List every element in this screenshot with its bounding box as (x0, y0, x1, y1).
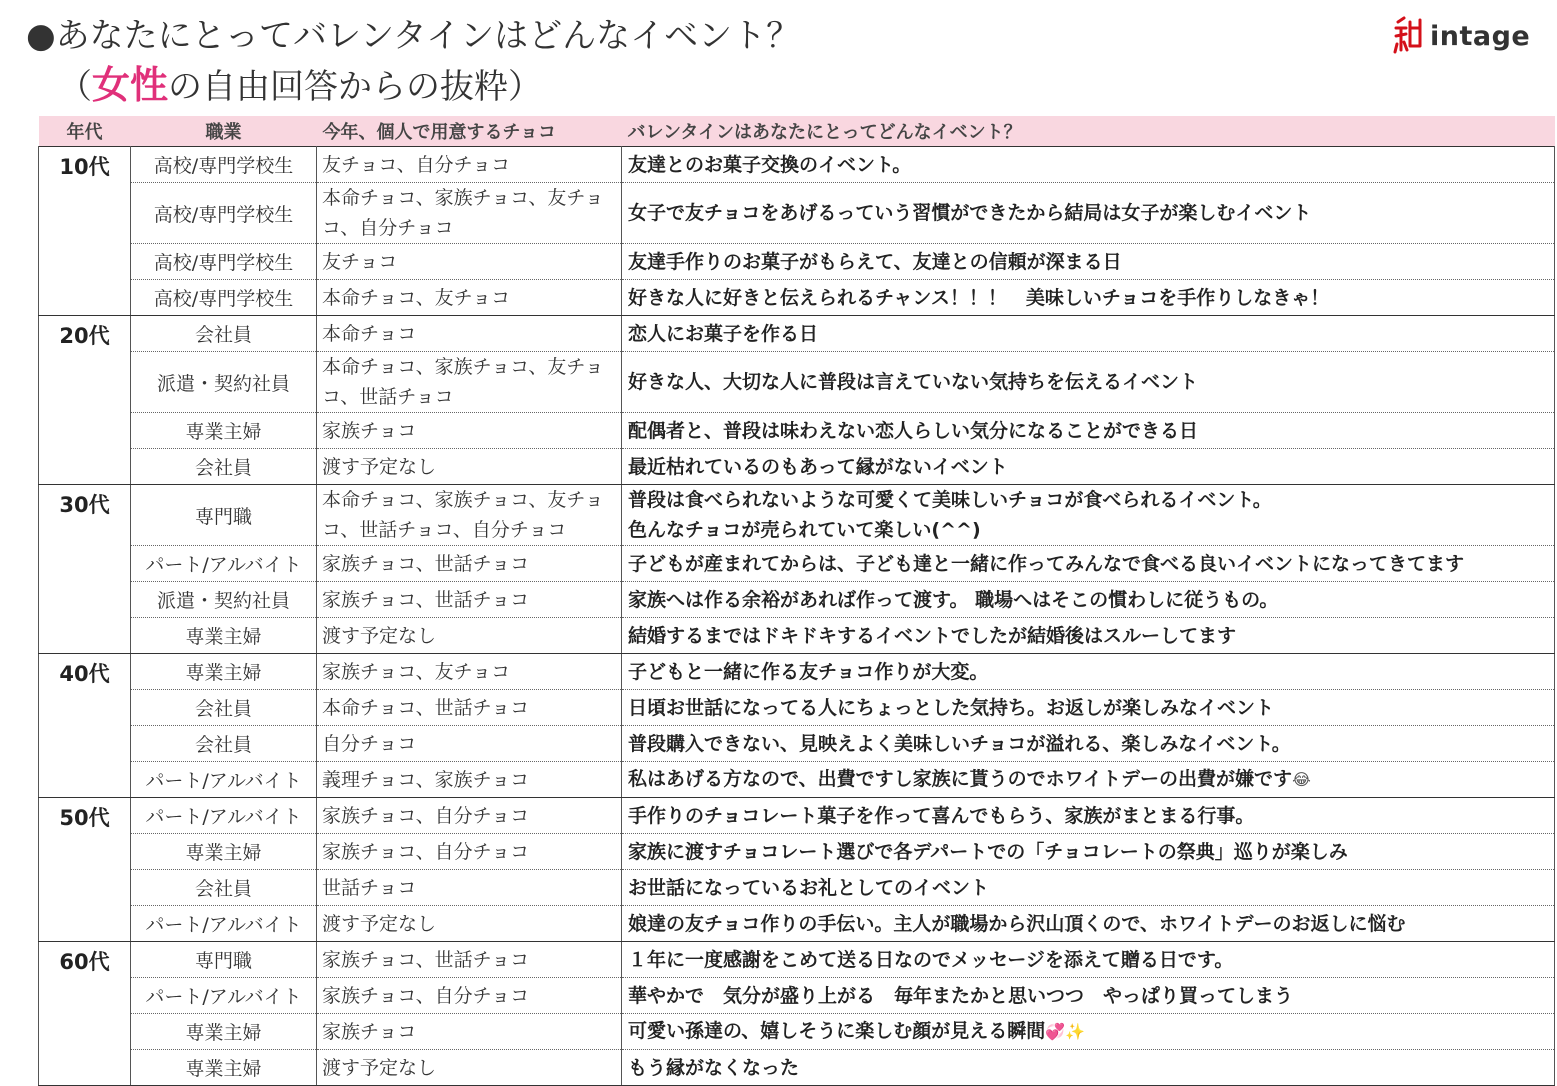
job-cell: 専業主婦 (131, 654, 317, 690)
table-row (39, 870, 1555, 906)
choco-cell: 家族チョコ (317, 1014, 622, 1050)
answer-text: 好きな人に好きと伝えられるチャンス！！！ 美味しいチョコを手作りしなきゃ！ (628, 286, 1330, 309)
answer-cell (622, 690, 1555, 726)
job-cell: 会社員 (131, 726, 317, 762)
choco-cell: 本命チョコ、友チョコ (317, 280, 622, 316)
answer-cell (622, 147, 1555, 183)
age-group-cell: 50代 (39, 798, 131, 942)
intage-logo (1392, 14, 1530, 58)
table-row (39, 726, 1555, 762)
age-group-cell: 20代 (39, 316, 131, 485)
answer-text: 結婚するまではドキドキするイベントでしたが結婚後はスルーしてます (628, 624, 1237, 647)
answer-text: 手作りのチョコレート菓子を作って喜んでもらう、家族がまとまる行事。 (628, 804, 1255, 827)
answer-text: 普段購入できない、見映えよく美味しいチョコが溢れる、楽しみなイベント。 (628, 732, 1291, 755)
choco-cell: 家族チョコ、世話チョコ (317, 546, 622, 582)
answer-cell (622, 834, 1555, 870)
choco-cell: 義理チョコ、家族チョコ (317, 762, 622, 798)
table-header-row (39, 116, 1555, 147)
answer-cell (622, 870, 1555, 906)
job-cell: パート/アルバイト (131, 906, 317, 942)
choco-cell: 渡す予定なし (317, 449, 622, 485)
answer-text: 子どもと一緒に作る友チョコ作りが大変。 (628, 660, 989, 683)
subtitle-open: （ (58, 67, 92, 107)
job-cell: 高校/専門学校生 (131, 147, 317, 183)
job-cell: 専業主婦 (131, 1050, 317, 1086)
job-cell: 会社員 (131, 449, 317, 485)
job-cell: 会社員 (131, 870, 317, 906)
answer-text: 恋人にお菓子を作る日 (628, 322, 819, 345)
intage-logo-icon (1392, 16, 1424, 56)
answer-text: 普段は食べられないような可愛くて美味しいチョコが食べられるイベント。 (628, 489, 1272, 511)
answer-cell (622, 798, 1555, 834)
emoji-icon: 💞✨ (1045, 1022, 1086, 1041)
job-cell: 専業主婦 (131, 413, 317, 449)
choco-cell: 本命チョコ、家族チョコ、友チョコ、世話チョコ (317, 352, 622, 413)
subtitle-highlight: 女性 (92, 63, 169, 107)
table-row (39, 618, 1555, 654)
job-cell: 専業主婦 (131, 834, 317, 870)
choco-cell: 本命チョコ、世話チョコ (317, 690, 622, 726)
answer-text: 好きな人、大切な人に普段は言えていない気持ちを伝えるイベント (628, 371, 1199, 393)
answer-text: 家族に渡すチョコレート選びで各デパートでの「チョコレートの祭典」巡りが楽しみ (628, 840, 1348, 863)
answer-text: 友達とのお菓子交換のイベント。 (628, 153, 912, 176)
choco-cell: 友チョコ、自分チョコ (317, 147, 622, 183)
choco-cell: 自分チョコ (317, 726, 622, 762)
table-row (39, 654, 1555, 690)
answer-cell (622, 280, 1555, 316)
responses-table (38, 116, 1555, 1086)
header-age: 年代 (39, 116, 131, 147)
job-cell: 高校/専門学校生 (131, 244, 317, 280)
job-cell: 専門職 (131, 485, 317, 546)
answer-cell (622, 183, 1555, 244)
table-row (39, 1014, 1555, 1050)
job-cell: 派遣・契約社員 (131, 352, 317, 413)
table-row (39, 762, 1555, 798)
job-cell: 専業主婦 (131, 618, 317, 654)
job-cell: 専門職 (131, 942, 317, 978)
age-group-cell: 40代 (39, 654, 131, 798)
answer-text: 女子で友チョコをあげるっていう習慣ができたから結局は女子が楽しむイベント (628, 202, 1312, 224)
table-row (39, 906, 1555, 942)
answer-cell (622, 316, 1555, 352)
job-cell: 専業主婦 (131, 1014, 317, 1050)
table-row (39, 978, 1555, 1014)
answer-text: 友達手作りのお菓子がもらえて、友達との信頼が深まる日 (628, 250, 1122, 273)
emoji-icon: 😂 (1292, 770, 1311, 789)
table-row (39, 244, 1555, 280)
answer-text: 華やかで 気分が盛り上がる 毎年またかと思いつつ やっぱり買ってしまう (628, 984, 1294, 1007)
table-row (39, 834, 1555, 870)
age-group-cell: 10代 (39, 147, 131, 316)
table-row (39, 413, 1555, 449)
table-row (39, 449, 1555, 485)
answer-cell (622, 618, 1555, 654)
choco-cell: 渡す予定なし (317, 906, 622, 942)
header-choco: 今年、個人で用意するチョコ (317, 116, 622, 147)
choco-cell: 本命チョコ (317, 316, 622, 352)
answer-text: 配偶者と、普段は味わえない恋人らしい気分になることができる日 (628, 419, 1199, 442)
choco-cell: 本命チョコ、家族チョコ、友チョコ、自分チョコ (317, 183, 622, 244)
job-cell: パート/アルバイト (131, 978, 317, 1014)
choco-cell: 本命チョコ、家族チョコ、友チョコ、世話チョコ、自分チョコ (317, 485, 622, 546)
answer-text: １年に一度感謝をこめて送る日なのでメッセージを添えて贈る日です。 (628, 948, 1234, 971)
answer-cell (622, 906, 1555, 942)
job-cell: パート/アルバイト (131, 798, 317, 834)
age-group-cell: 60代 (39, 942, 131, 1086)
answer-cell (622, 1014, 1555, 1050)
job-cell: 会社員 (131, 316, 317, 352)
choco-cell: 家族チョコ、世話チョコ (317, 582, 622, 618)
table-row (39, 582, 1555, 618)
choco-cell: 家族チョコ、自分チョコ (317, 798, 622, 834)
table-row (39, 183, 1555, 244)
job-cell: パート/アルバイト (131, 546, 317, 582)
answer-text: もう縁がなくなった (628, 1056, 800, 1079)
table-row (39, 942, 1555, 978)
job-cell: 派遣・契約社員 (131, 582, 317, 618)
answer-text: 私はあげる方なので、出費ですし家族に貰うのでホワイトデーの出費が嫌です (628, 768, 1293, 790)
answer-text: お世話になっているお礼としてのイベント (628, 876, 990, 899)
intage-logo-text: intage (1430, 20, 1531, 52)
answer-text: 日頃お世話になってる人にちょっとした気持ち。お返しが楽しみなイベント (628, 696, 1275, 719)
choco-cell: 家族チョコ (317, 413, 622, 449)
answer-cell (622, 942, 1555, 978)
age-group-cell: 30代 (39, 485, 131, 654)
choco-cell: 家族チョコ、友チョコ (317, 654, 622, 690)
header-event: バレンタインはあなたにとってどんなイベント？ (622, 116, 1555, 147)
answer-cell (622, 485, 1555, 546)
choco-cell: 世話チョコ (317, 870, 622, 906)
choco-cell: 友チョコ (317, 244, 622, 280)
header-job: 職業 (131, 116, 317, 147)
answer-cell (622, 582, 1555, 618)
table-row (39, 546, 1555, 582)
answer-text: 家族へは作る余裕があれば作って渡す。 職場へはそこの慣わしに従うもの。 (628, 588, 1279, 611)
subtitle-rest: の自由回答からの抜粋） (168, 67, 543, 107)
answer-cell (622, 546, 1555, 582)
table-row (39, 690, 1555, 726)
job-cell: 高校/専門学校生 (131, 280, 317, 316)
table-row (39, 352, 1555, 413)
job-cell: パート/アルバイト (131, 762, 317, 798)
page-title: ●あなたにとってバレンタインはどんなイベント？ (26, 16, 801, 56)
table-row (39, 147, 1555, 183)
choco-cell: 渡す予定なし (317, 1050, 622, 1086)
answer-cell (622, 1050, 1555, 1086)
answer-cell (622, 654, 1555, 690)
answer-cell (622, 413, 1555, 449)
answer-text: 最近枯れているのもあって縁がないイベント (628, 455, 1008, 478)
answer-cell (622, 726, 1555, 762)
table-row (39, 485, 1555, 546)
choco-cell: 家族チョコ、自分チョコ (317, 834, 622, 870)
choco-cell: 家族チョコ、自分チョコ (317, 978, 622, 1014)
answer-text: 可愛い孫達の、嬉しそうに楽しむ顔が見える瞬間 (628, 1020, 1046, 1042)
answer-cell (622, 762, 1555, 798)
table-row (39, 1050, 1555, 1086)
choco-cell: 家族チョコ、世話チョコ (317, 942, 622, 978)
table-row (39, 280, 1555, 316)
choco-cell: 渡す予定なし (317, 618, 622, 654)
job-cell: 会社員 (131, 690, 317, 726)
answer-cell (622, 352, 1555, 413)
answer-cell (622, 449, 1555, 485)
answer-cell (622, 978, 1555, 1014)
answer-text-line2: 色んなチョコが売られていて楽しい(^^) (628, 519, 981, 541)
page-subtitle (58, 62, 542, 110)
answer-cell (622, 244, 1555, 280)
answer-text: 子どもが産まれてからは、子ども達と一緒に作ってみんなで食べる良いイベントになってきてます (628, 552, 1465, 575)
answer-text: 娘達の友チョコ作りの手伝い。主人が職場から沢山頂くので、ホワイトデーのお返しに悩む (628, 912, 1406, 935)
table-row (39, 316, 1555, 352)
job-cell: 高校/専門学校生 (131, 183, 317, 244)
table-row (39, 798, 1555, 834)
